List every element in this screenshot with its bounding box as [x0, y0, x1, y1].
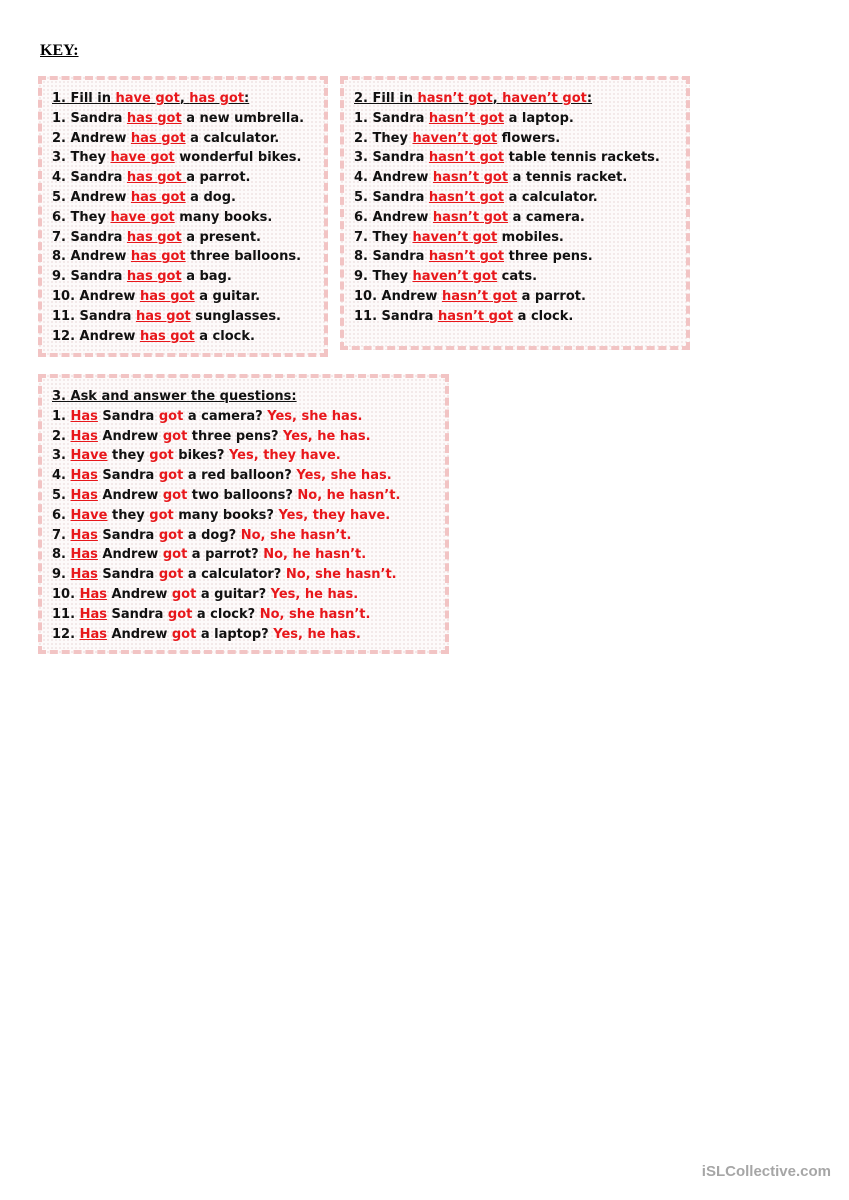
answer-text: Has	[79, 626, 107, 642]
answer-text: has got	[126, 110, 182, 126]
answer-text: has got	[139, 328, 195, 344]
prompt-text: a clock.	[513, 308, 574, 324]
prompt-text: Sandra	[106, 606, 168, 622]
prompt-text: 7. They	[354, 229, 413, 245]
answer-text: have got	[110, 150, 175, 166]
prompt-text: mobiles.	[497, 229, 564, 245]
answer-text: haven’t got	[412, 130, 498, 146]
prompt-text: a parrot?	[187, 547, 264, 563]
answer-line	[354, 129, 686, 149]
answer-line	[52, 267, 324, 287]
prompt-text: a calculator.	[504, 189, 598, 205]
answer-line	[354, 228, 686, 248]
answer-line	[354, 148, 686, 168]
prompt-text: they	[107, 507, 150, 523]
prompt-text: three balloons.	[185, 249, 302, 265]
prompt-text: 1.	[52, 408, 71, 424]
answer-text: Has	[79, 586, 107, 602]
prompt-text: three pens.	[504, 249, 593, 265]
prompt-text: a calculator.	[185, 130, 280, 146]
prompt-text: 11. Sandra	[354, 308, 438, 324]
prompt-text: flowers.	[497, 130, 561, 146]
prompt-text: a new umbrella.	[181, 110, 305, 126]
prompt-text: a red balloon?	[183, 468, 297, 484]
answer-text: has got	[126, 170, 187, 186]
prompt-text: they	[107, 448, 150, 464]
answer-text: hasn’t got	[428, 150, 505, 166]
prompt-text: 4.	[52, 468, 71, 484]
prompt-text: a clock.	[194, 328, 255, 344]
answer-text: No, she hasn’t.	[240, 527, 352, 543]
prompt-text: Andrew	[106, 586, 172, 602]
answer-text: has got	[130, 249, 186, 265]
prompt-text: 6. They	[52, 209, 111, 225]
answer-line	[52, 148, 324, 168]
answer-text: Has	[70, 567, 98, 583]
key-title: KEY:	[40, 42, 79, 59]
answer-text: got	[162, 428, 188, 444]
answer-text: Has	[70, 428, 98, 444]
prompt-text: cats.	[497, 269, 538, 285]
prompt-text: 2. Andrew	[52, 130, 131, 146]
answer-line	[52, 307, 324, 327]
prompt-text: table tennis rackets.	[504, 150, 660, 166]
prompt-text: Sandra	[97, 408, 159, 424]
prompt-text: :	[586, 91, 593, 106]
prompt-text: Sandra	[97, 527, 159, 543]
prompt-text: a laptop?	[196, 626, 274, 642]
answer-line	[52, 585, 445, 605]
prompt-text: 2. They	[354, 130, 413, 146]
exercise-heading	[354, 89, 686, 109]
answer-text: have got	[115, 91, 180, 106]
answer-text: Have	[70, 507, 108, 523]
prompt-text: a bag.	[181, 269, 232, 285]
answer-text: Yes, she has.	[296, 468, 392, 484]
answer-line	[52, 247, 324, 267]
answer-line	[52, 327, 324, 347]
answer-text: got	[162, 547, 188, 563]
prompt-text: a guitar.	[194, 288, 261, 304]
answer-line	[52, 446, 445, 466]
exercise-2-box	[340, 76, 690, 350]
prompt-text: 5. Sandra	[354, 189, 429, 205]
answer-line	[52, 565, 445, 585]
prompt-text: a camera?	[183, 408, 268, 424]
answer-text: got	[149, 507, 174, 523]
prompt-text: 2.	[52, 428, 71, 444]
prompt-text: 11.	[52, 606, 80, 622]
answer-line	[52, 188, 324, 208]
answer-text: has got	[130, 130, 186, 146]
answer-text: No, she hasn’t.	[285, 567, 397, 583]
prompt-text: 7.	[52, 527, 71, 543]
answer-text: got	[149, 448, 174, 464]
prompt-text: a tennis racket.	[508, 170, 628, 186]
prompt-text: ,	[492, 91, 503, 106]
prompt-text: three pens?	[187, 428, 284, 444]
answer-text: Has	[70, 408, 98, 424]
prompt-text: two balloons?	[187, 487, 298, 503]
answer-text: got	[158, 567, 184, 583]
prompt-text: a parrot.	[517, 288, 586, 304]
prompt-text: 12.	[52, 626, 80, 642]
prompt-text: 8.	[52, 547, 71, 563]
exercise-1-box	[38, 76, 328, 357]
answer-text: haven’t got	[502, 91, 587, 106]
answer-text: Yes, they have.	[278, 507, 391, 523]
prompt-text: 9. Sandra	[52, 269, 127, 285]
prompt-text: 7. Sandra	[52, 229, 127, 245]
prompt-text: a guitar?	[196, 586, 271, 602]
answer-line	[354, 208, 686, 228]
prompt-text: a laptop.	[504, 110, 574, 126]
prompt-text: 2. Fill in	[354, 91, 418, 106]
prompt-text: a clock?	[192, 606, 260, 622]
answer-text: hasn’t got	[441, 288, 518, 304]
answer-text: Has	[70, 468, 98, 484]
prompt-text: 10. Andrew	[354, 288, 442, 304]
prompt-text: 3. They	[52, 150, 111, 166]
answer-text: hasn’t got	[428, 189, 505, 205]
answer-line	[52, 605, 445, 625]
answer-text: Yes, he has.	[283, 428, 371, 444]
answer-text: Have	[70, 448, 108, 464]
answer-text: Has	[79, 606, 107, 622]
answer-text: got	[158, 468, 184, 484]
answer-text: Has	[70, 527, 98, 543]
answer-text: Has	[70, 547, 98, 563]
prompt-text: Sandra	[97, 567, 159, 583]
prompt-text: 4. Andrew	[354, 170, 433, 186]
answer-text: has got	[135, 308, 191, 324]
prompt-text: 1. Sandra	[354, 110, 429, 126]
answer-line	[354, 287, 686, 307]
prompt-text: 5. Andrew	[52, 189, 131, 205]
exercise-heading	[52, 387, 445, 407]
prompt-text: :	[244, 91, 250, 106]
answer-text: have got	[110, 209, 175, 225]
prompt-text: 1. Sandra	[52, 110, 127, 126]
answer-line	[52, 625, 445, 645]
answer-text: hasn’t got	[428, 110, 505, 126]
answer-text: No, she hasn’t.	[259, 606, 371, 622]
answer-text: has got	[126, 229, 182, 245]
prompt-text: Sandra	[97, 468, 159, 484]
prompt-text: 6. Andrew	[354, 209, 433, 225]
answer-text: has got	[126, 269, 182, 285]
answer-text: got	[158, 527, 184, 543]
answer-text: got	[171, 626, 197, 642]
answer-text: hasn’t got	[432, 209, 509, 225]
answer-text: got	[158, 408, 184, 424]
answer-line	[354, 267, 686, 287]
prompt-text: 1. Fill in	[52, 91, 116, 106]
answer-line	[354, 247, 686, 267]
answer-line	[52, 486, 445, 506]
exercise-heading	[52, 89, 324, 109]
answer-line	[52, 109, 324, 129]
answer-text: hasn’t got	[428, 249, 505, 265]
prompt-text: Andrew	[106, 626, 172, 642]
answer-text: Yes, he has.	[273, 626, 361, 642]
prompt-text: 6.	[52, 507, 71, 523]
prompt-text: Andrew	[97, 487, 163, 503]
answer-line	[52, 208, 324, 228]
prompt-text: 9. They	[354, 269, 413, 285]
prompt-text: 10.	[52, 586, 80, 602]
answer-text: No, he hasn’t.	[263, 547, 367, 563]
answer-text: No, he hasn’t.	[297, 487, 401, 503]
answer-text: got	[162, 487, 188, 503]
prompt-text: 12. Andrew	[52, 328, 140, 344]
answer-line	[52, 168, 324, 188]
prompt-text: a camera.	[508, 209, 585, 225]
prompt-text: a present.	[181, 229, 261, 245]
prompt-text: 3. Ask and answer the questions:	[52, 389, 297, 404]
answer-line	[52, 466, 445, 486]
answer-text: has got	[139, 288, 195, 304]
prompt-text: 11. Sandra	[52, 308, 136, 324]
answer-text: got	[171, 586, 197, 602]
prompt-text: a calculator?	[183, 567, 286, 583]
answer-line	[52, 506, 445, 526]
answer-line	[354, 168, 686, 188]
answer-line	[52, 129, 324, 149]
prompt-text: many books?	[173, 507, 279, 523]
answer-text: has got	[130, 189, 186, 205]
answer-text: Yes, they have.	[228, 448, 341, 464]
prompt-text: bikes?	[173, 448, 229, 464]
answer-line	[354, 307, 686, 327]
prompt-text: 3.	[52, 448, 71, 464]
answer-line	[52, 407, 445, 427]
prompt-text: a dog?	[183, 527, 241, 543]
answer-text: hasn’t got	[432, 170, 509, 186]
prompt-text: 9.	[52, 567, 71, 583]
answer-line	[354, 109, 686, 129]
prompt-text: many books.	[174, 209, 273, 225]
prompt-text: 3. Sandra	[354, 150, 429, 166]
answer-line	[52, 526, 445, 546]
prompt-text: a parrot.	[186, 170, 251, 186]
prompt-text: Andrew	[97, 547, 163, 563]
answer-line	[52, 287, 324, 307]
answer-text: has got	[189, 91, 245, 106]
exercise-3-box	[38, 374, 449, 654]
prompt-text: 5.	[52, 487, 71, 503]
answer-line	[52, 427, 445, 447]
prompt-text: wonderful bikes.	[174, 150, 302, 166]
prompt-text: a dog.	[185, 189, 236, 205]
prompt-text: Andrew	[97, 428, 163, 444]
answer-line	[52, 228, 324, 248]
answer-text: Has	[70, 487, 98, 503]
answer-line	[52, 545, 445, 565]
answer-text: hasn’t got	[437, 308, 514, 324]
prompt-text: 8. Sandra	[354, 249, 429, 265]
prompt-text: 8. Andrew	[52, 249, 131, 265]
prompt-text: sunglasses.	[190, 308, 281, 324]
answer-text: haven’t got	[412, 269, 498, 285]
answer-text: hasn’t got	[417, 91, 493, 106]
answer-line	[354, 188, 686, 208]
prompt-text: ,	[179, 91, 190, 106]
prompt-text: 4. Sandra	[52, 170, 127, 186]
answer-text: Yes, she has.	[267, 408, 363, 424]
answer-text: Yes, he has.	[270, 586, 359, 602]
prompt-text: 10. Andrew	[52, 288, 140, 304]
watermark-footer: iSLCollective.com	[701, 1163, 831, 1180]
answer-text: got	[167, 606, 193, 622]
answer-text: haven’t got	[412, 229, 498, 245]
